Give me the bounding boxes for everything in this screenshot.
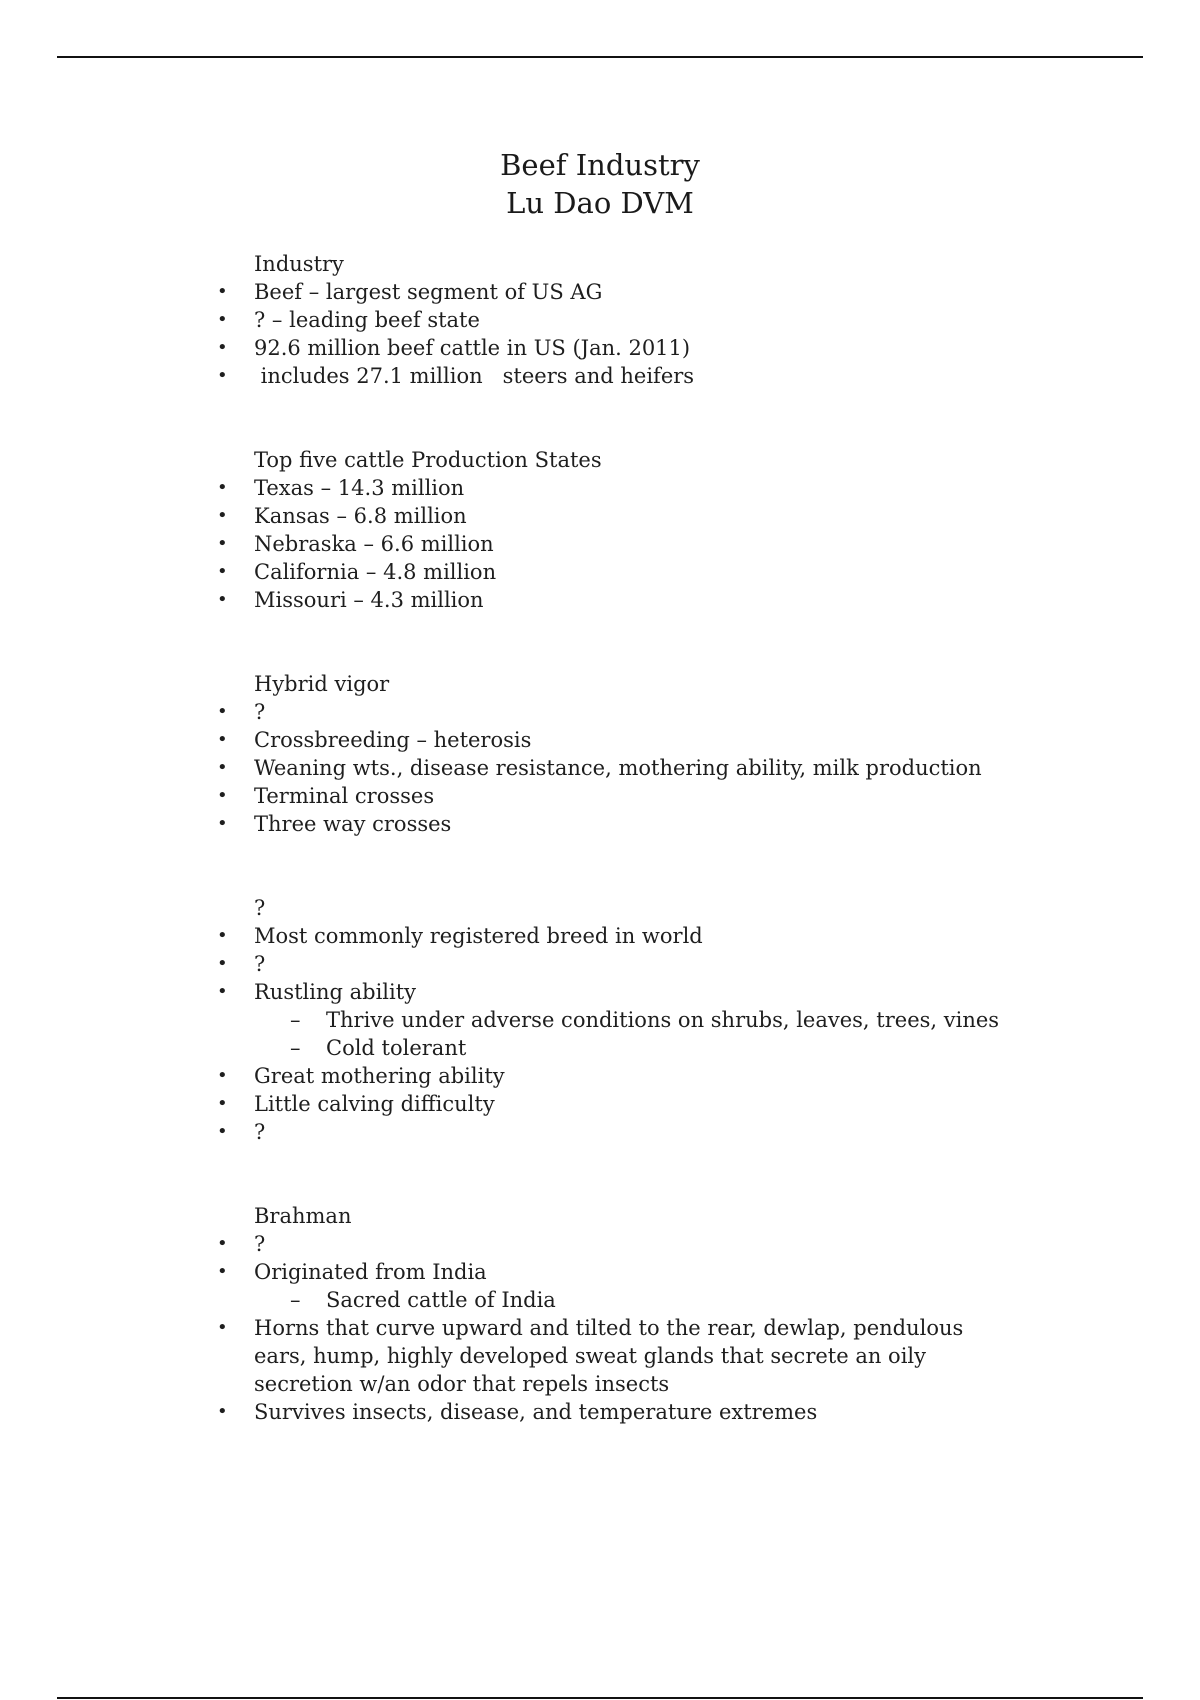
bullet-icon: • xyxy=(217,1093,228,1114)
bullet-icon: • xyxy=(217,365,228,386)
bullet-icon: • xyxy=(217,1401,228,1422)
bullet-icon: • xyxy=(217,281,228,302)
list-item xyxy=(0,586,1200,614)
bullet-icon: • xyxy=(217,309,228,330)
list-item xyxy=(0,1062,1200,1090)
bullet-icon: • xyxy=(217,1065,228,1086)
bullet-icon: • xyxy=(217,589,228,610)
list-item xyxy=(0,726,1200,754)
list-item-text: Weaning wts., disease resistance, mothering ability, milk production xyxy=(254,756,982,780)
list-item-text: Rustling ability xyxy=(254,980,417,1004)
bullet-icon: • xyxy=(217,1233,228,1254)
section-heading: ? xyxy=(254,896,266,920)
list-item xyxy=(0,1258,1200,1286)
section-heading: Industry xyxy=(254,252,344,276)
section xyxy=(0,1202,1200,1426)
list-item xyxy=(0,334,1200,362)
section xyxy=(0,446,1200,614)
bullet-icon: • xyxy=(217,701,228,722)
list-item-text: ? xyxy=(254,700,266,724)
bullet-icon: • xyxy=(217,337,228,358)
list-item xyxy=(0,502,1200,530)
bullet-icon: • xyxy=(217,505,228,526)
document-author: Lu Dao DVM xyxy=(506,186,694,220)
title-block xyxy=(0,146,1200,222)
list-item-text: ? xyxy=(254,952,266,976)
dash-icon: – xyxy=(290,1288,301,1312)
list-item xyxy=(0,306,1200,334)
list-item-text: 92.6 million beef cattle in US (Jan. 2011) xyxy=(254,336,691,360)
list-item xyxy=(0,362,1200,390)
list-item-text: Missouri – 4.3 million xyxy=(254,588,484,612)
list-item xyxy=(0,530,1200,558)
list-item-text: Survives insects, disease, and temperature extremes xyxy=(254,1400,818,1424)
bullet-icon: • xyxy=(217,477,228,498)
list-item-text: ? xyxy=(254,1232,266,1256)
list-item xyxy=(0,1398,1200,1426)
list-item-text: California – 4.8 million xyxy=(254,560,497,584)
section xyxy=(0,250,1200,390)
list-item xyxy=(0,782,1200,810)
list-item xyxy=(0,810,1200,838)
sub-list-item xyxy=(0,1034,1200,1062)
list-item xyxy=(0,978,1200,1006)
bullet-icon: • xyxy=(217,813,228,834)
dash-icon: – xyxy=(290,1036,301,1060)
list-item xyxy=(0,698,1200,726)
bullet-icon: • xyxy=(217,1317,228,1338)
bullet-icon: • xyxy=(217,953,228,974)
bullet-icon: • xyxy=(217,1261,228,1282)
list-item-text: Kansas – 6.8 million xyxy=(254,504,467,528)
list-item-text: Little calving difficulty xyxy=(254,1092,495,1116)
list-item-text: Nebraska – 6.6 million xyxy=(254,532,494,556)
bullet-icon: • xyxy=(217,785,228,806)
list-item-text: Beef – largest segment of US AG xyxy=(254,280,603,304)
bullet-icon: • xyxy=(217,981,228,1002)
list-item-text: Crossbreeding – heterosis xyxy=(254,728,532,752)
bullet-icon: • xyxy=(217,729,228,750)
list-item xyxy=(0,950,1200,978)
list-item xyxy=(0,1090,1200,1118)
list-item xyxy=(0,1118,1200,1146)
list-item-text: ? – leading beef state xyxy=(254,308,480,332)
list-item-text: includes 27.1 million steers and heifers xyxy=(254,364,695,388)
section-heading: Hybrid vigor xyxy=(254,672,390,696)
list-item-text: Terminal crosses xyxy=(254,784,435,808)
section-heading: Brahman xyxy=(254,1204,352,1228)
list-item xyxy=(0,474,1200,502)
bullet-icon: • xyxy=(217,757,228,778)
notes-content xyxy=(0,250,1200,1482)
list-item xyxy=(0,922,1200,950)
list-item xyxy=(0,278,1200,306)
sub-list-item xyxy=(0,1286,1200,1314)
top-rule xyxy=(57,56,1143,58)
list-item-text: ? xyxy=(254,1120,266,1144)
list-item-text: Texas – 14.3 million xyxy=(254,476,465,500)
section-heading: Top five cattle Production States xyxy=(254,448,602,472)
sub-list-item-text: Thrive under adverse conditions on shrubs, leaves, trees, vines xyxy=(326,1008,1000,1032)
list-item-text: Great mothering ability xyxy=(254,1064,505,1088)
list-item-text: Most commonly registered breed in world xyxy=(254,924,703,948)
section xyxy=(0,894,1200,1146)
list-item-text: Three way crosses xyxy=(254,812,452,836)
dash-icon: – xyxy=(290,1008,301,1032)
document-title: Beef Industry xyxy=(500,148,700,182)
list-item xyxy=(0,558,1200,586)
sub-list-item-text: Cold tolerant xyxy=(326,1036,467,1060)
list-item-text: Originated from India xyxy=(254,1260,487,1284)
bullet-icon: • xyxy=(217,561,228,582)
list-item xyxy=(0,754,1200,782)
list-item xyxy=(0,1230,1200,1258)
bullet-icon: • xyxy=(217,925,228,946)
bottom-rule xyxy=(57,1697,1143,1699)
section xyxy=(0,670,1200,838)
list-item xyxy=(0,1314,1014,1398)
sub-list-item-text: Sacred cattle of India xyxy=(326,1288,556,1312)
sub-list-item xyxy=(0,1006,1200,1034)
list-item-text: Horns that curve upward and tilted to the rear, dewlap, pendulous ears, hump, highly developed sweat glands that secrete an oily secretion w/an odor that repels insects xyxy=(254,1316,964,1396)
bullet-icon: • xyxy=(217,533,228,554)
bullet-icon: • xyxy=(217,1121,228,1142)
